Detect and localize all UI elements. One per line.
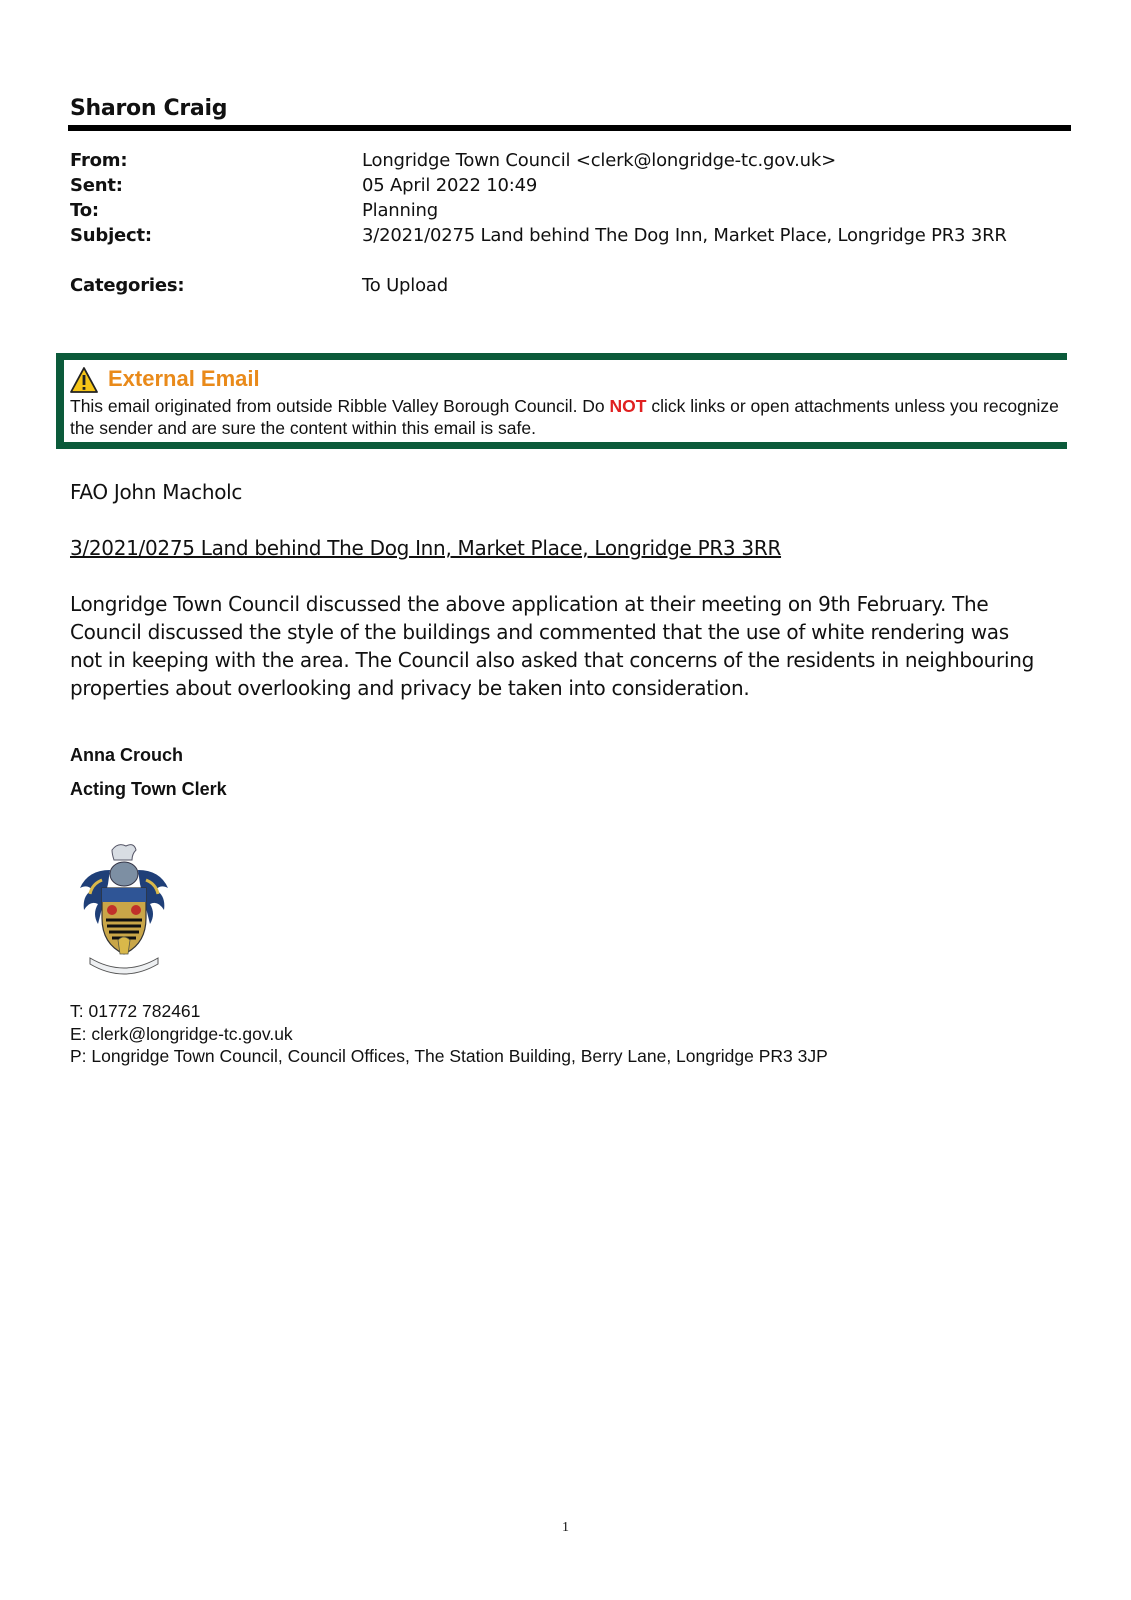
contact-phone: T: 01772 782461: [70, 1001, 201, 1021]
warning-icon: [70, 367, 98, 393]
sent-label: Sent:: [70, 175, 123, 196]
body-subject-line: 3/2021/0275 Land behind The Dog Inn, Market Place, Longridge PR3 3RR: [70, 536, 782, 560]
banner-message-end: click links or open attachments unless you recognize the sender and are sure the content within this email is safe.: [70, 396, 1059, 438]
header-divider: [68, 125, 1071, 131]
mailbox-owner-name: Sharon Craig: [70, 96, 228, 121]
body-paragraph: Longridge Town Council discussed the above application at their meeting on 9th February. The Council discussed the style of the buildings and commented that the use of white rendering was not in keeping with the area. The Council also asked that concerns of the residents in neighbouring properties about overlooking and privacy be taken into consideration.: [70, 592, 1034, 700]
banner-left-border: [56, 353, 64, 449]
contact-email: E: clerk@longridge-tc.gov.uk: [70, 1023, 293, 1044]
banner-title: External Email: [108, 366, 260, 391]
categories-value: To Upload: [362, 275, 448, 296]
coat-of-arms-icon: [72, 840, 176, 976]
from-label: From:: [70, 150, 128, 171]
subject-value: 3/2021/0275 Land behind The Dog Inn, Market Place, Longridge PR3 3RR: [362, 225, 1007, 246]
fao-line: FAO John Macholc: [70, 480, 243, 504]
banner-bottom-border: [56, 442, 1067, 449]
sent-value: 05 April 2022 10:49: [362, 175, 538, 196]
subject-label: Subject:: [70, 225, 152, 246]
signature-name: Anna Crouch: [70, 745, 184, 765]
banner-top-border: [56, 353, 1067, 360]
banner-message: [70, 395, 1060, 439]
contact-postal-address: P: Longridge Town Council, Council Offices, The Station Building, Berry Lane, Longridge PR3 3JP: [70, 1046, 828, 1066]
contact-block: [70, 1000, 828, 1068]
banner-message-start: This email originated from outside Ribble Valley Borough Council. Do: [70, 396, 610, 416]
page-number: 1: [562, 1520, 569, 1535]
signature-role: Acting Town Clerk: [70, 779, 227, 799]
external-email-banner: [56, 353, 1067, 449]
to-label: To:: [70, 200, 99, 221]
categories-label: Categories:: [70, 275, 185, 296]
from-value: Longridge Town Council <clerk@longridge-tc.gov.uk>: [362, 150, 836, 171]
banner-message-emphasis: NOT: [609, 396, 647, 416]
to-value: Planning: [362, 200, 438, 221]
